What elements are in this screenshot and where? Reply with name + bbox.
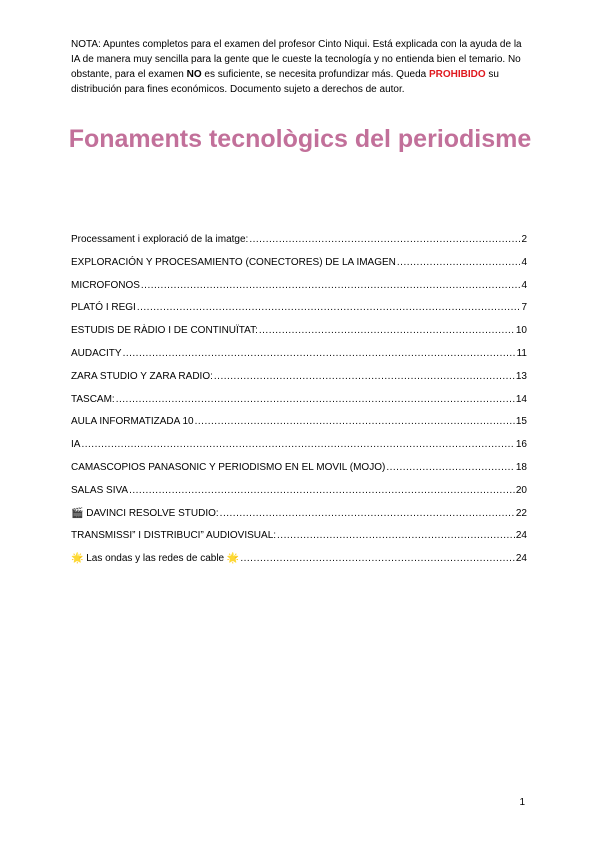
note-text-part1: NOTA: Apuntes completos para el examen del profesor Cinto Niqui. Está explicada con la ayuda de la IA de manera muy sencilla para la gente que le cueste la tecnología y no entienda bien el temario. No obstante, para el examen xyxy=(71,39,522,80)
page-number: 1 xyxy=(519,797,525,808)
toc-entry-label: EXPLORACIÓN Y PROCESAMIENTO (CONECTORES) DE LA IMAGEN xyxy=(71,256,396,268)
toc-entry[interactable] xyxy=(71,551,527,574)
toc-entry-page: 11 xyxy=(516,347,527,359)
toc-leader-dots xyxy=(81,437,514,453)
note-emphasis-no: NO xyxy=(186,69,202,80)
toc-entry-page: 16 xyxy=(515,439,527,451)
table-of-contents xyxy=(71,232,527,574)
toc-entry-page: 14 xyxy=(515,393,527,405)
toc-entry-page: 10 xyxy=(515,325,527,337)
toc-leader-dots xyxy=(141,278,521,294)
toc-entry-label: Processament i exploració de la imatge: xyxy=(71,234,249,245)
toc-leader-dots xyxy=(220,506,515,522)
toc-leader-dots xyxy=(195,414,515,430)
toc-entry[interactable] xyxy=(71,437,527,460)
toc-entry-label: 🎬 DAVINCI RESOLVE STUDIO: xyxy=(71,507,219,519)
toc-entry[interactable] xyxy=(71,369,527,392)
toc-leader-dots xyxy=(137,300,521,316)
toc-entry[interactable] xyxy=(71,392,527,415)
toc-leader-dots xyxy=(116,392,515,408)
toc-entry-page: 7 xyxy=(521,302,527,314)
toc-leader-dots xyxy=(240,551,515,567)
toc-entry-label: CAMASCOPIOS PANASONIC Y PERIODISMO EN EL MOVIL (MOJO) xyxy=(71,461,386,473)
toc-entry-label: IA xyxy=(71,439,81,451)
toc-entry-label: ZARA STUDIO Y ZARA RADIO: xyxy=(71,370,213,382)
toc-entry-label: AUDACITY xyxy=(71,347,122,359)
toc-entry-label: MICROFONOS xyxy=(71,279,140,291)
note-text-part2: es suficiente, se necesita profundizar más. Queda xyxy=(201,69,429,80)
toc-leader-dots xyxy=(386,460,515,476)
toc-entry[interactable] xyxy=(71,300,527,323)
toc-leader-dots xyxy=(277,528,515,544)
toc-leader-dots xyxy=(123,346,516,362)
toc-leader-dots xyxy=(397,255,521,271)
toc-entry-label: 🌟 Las ondas y las redes de cable 🌟 xyxy=(71,553,240,565)
toc-leader-dots xyxy=(259,323,515,339)
toc-entry-label: TRANSMISSI” I DISTRIBUCI” AUDIOVISUAL: xyxy=(71,530,277,542)
toc-entry-label: PLATÓ I REGI xyxy=(71,302,136,314)
note-text-part3: su distribución para fines económicos. Documento sujeto a derechos de autor. xyxy=(71,69,499,95)
toc-entry-page: 18 xyxy=(515,461,527,473)
toc-entry[interactable] xyxy=(71,278,527,301)
toc-entry-page: 15 xyxy=(515,416,527,428)
toc-entry-page: 13 xyxy=(515,370,527,382)
toc-entry[interactable] xyxy=(71,232,527,255)
toc-entry[interactable] xyxy=(71,414,527,437)
toc-entry[interactable] xyxy=(71,255,527,278)
toc-entry-page: 20 xyxy=(515,484,527,496)
toc-entry[interactable] xyxy=(71,323,527,346)
document-title: Fonaments tecnològics del periodisme xyxy=(68,125,532,153)
toc-entry-page: 2 xyxy=(521,234,527,245)
toc-entry[interactable] xyxy=(71,506,527,529)
toc-entry-page: 24 xyxy=(515,553,527,565)
copyright-note xyxy=(71,37,533,97)
toc-entry-page: 4 xyxy=(521,279,527,291)
toc-entry-label: SALAS SIVA xyxy=(71,484,129,496)
note-prohibited: PROHIBIDO xyxy=(428,69,486,80)
toc-leader-dots xyxy=(249,232,520,248)
toc-entry-label: AULA INFORMATIZADA 10 xyxy=(71,416,194,428)
toc-entry-page: 22 xyxy=(515,507,527,519)
toc-entry[interactable] xyxy=(71,528,527,551)
toc-entry-label: TASCAM: xyxy=(71,393,115,405)
toc-entry[interactable] xyxy=(71,460,527,483)
toc-entry-label: ESTUDIS DE RÀDIO I DE CONTINUÏTAT: xyxy=(71,325,258,337)
toc-entry[interactable] xyxy=(71,346,527,369)
toc-leader-dots xyxy=(129,483,515,499)
toc-entry-page: 24 xyxy=(515,530,527,542)
toc-entry-page: 4 xyxy=(521,256,527,268)
toc-entry[interactable] xyxy=(71,483,527,506)
toc-leader-dots xyxy=(214,369,515,385)
